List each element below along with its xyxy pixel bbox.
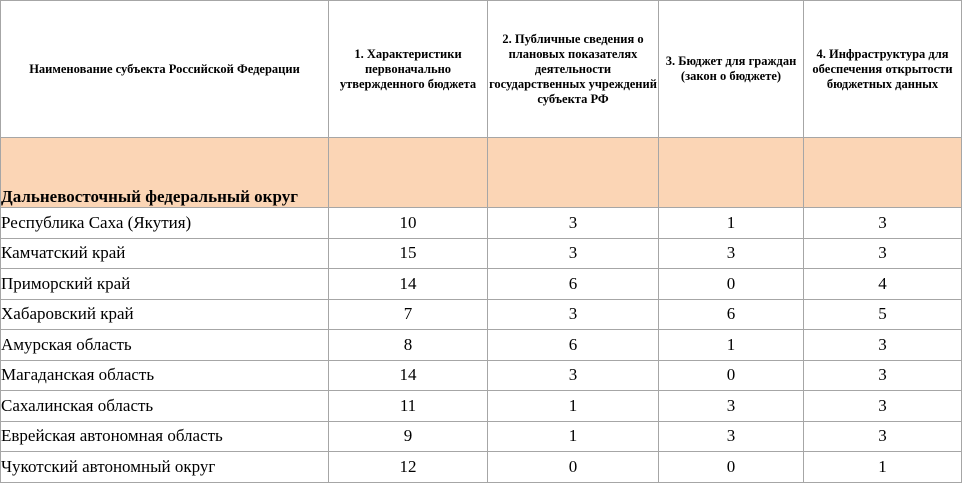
header-public-info-institutions: 2. Публичные сведения о плановых показателях деятельности государственных учреждений субъекта РФ	[488, 1, 659, 138]
district-cell	[488, 138, 659, 208]
header-row	[1, 1, 962, 138]
budget-for-citizens-cell: 3	[659, 238, 804, 269]
table-row	[1, 421, 962, 452]
subject-name-cell: Приморский край	[1, 269, 329, 300]
budget-for-citizens-cell: 1	[659, 208, 804, 239]
district-row	[1, 138, 962, 208]
open-data-infrastructure-cell: 5	[804, 299, 962, 330]
table-row	[1, 360, 962, 391]
table-row	[1, 330, 962, 361]
public-info-cell: 3	[488, 299, 659, 330]
open-data-infrastructure-cell: 3	[804, 330, 962, 361]
budget-characteristics-cell: 15	[329, 238, 488, 269]
open-data-infrastructure-cell: 1	[804, 452, 962, 483]
table-row	[1, 208, 962, 239]
budget-characteristics-cell: 10	[329, 208, 488, 239]
district-cell	[804, 138, 962, 208]
public-info-cell: 3	[488, 208, 659, 239]
subject-name-cell: Республика Саха (Якутия)	[1, 208, 329, 239]
public-info-cell: 0	[488, 452, 659, 483]
public-info-cell: 6	[488, 269, 659, 300]
subject-name-cell: Еврейская автономная область	[1, 421, 329, 452]
open-data-infrastructure-cell: 3	[804, 208, 962, 239]
subject-name-cell: Магаданская область	[1, 360, 329, 391]
budget-for-citizens-cell: 0	[659, 452, 804, 483]
table-row	[1, 269, 962, 300]
header-budget-for-citizens: 3. Бюджет для граждан (закон о бюджете)	[659, 1, 804, 138]
subject-name-cell: Камчатский край	[1, 238, 329, 269]
open-data-infrastructure-cell: 3	[804, 360, 962, 391]
header-subject-name: Наименование субъекта Российской Федерации	[1, 1, 329, 138]
subject-name-cell: Сахалинская область	[1, 391, 329, 422]
table-row	[1, 299, 962, 330]
budget-characteristics-cell: 14	[329, 360, 488, 391]
subject-name-cell: Амурская область	[1, 330, 329, 361]
budget-characteristics-cell: 7	[329, 299, 488, 330]
budget-for-citizens-cell: 0	[659, 360, 804, 391]
budget-for-citizens-cell: 6	[659, 299, 804, 330]
header-open-data-infrastructure: 4. Инфраструктура для обеспечения открытости бюджетных данных	[804, 1, 962, 138]
district-name: Дальневосточный федеральный округ	[1, 138, 329, 208]
open-data-infrastructure-cell: 3	[804, 421, 962, 452]
budget-for-citizens-cell: 3	[659, 421, 804, 452]
open-data-infrastructure-cell: 3	[804, 238, 962, 269]
table-row	[1, 391, 962, 422]
header-budget-characteristics: 1. Характеристики первоначально утвержденного бюджета	[329, 1, 488, 138]
budget-characteristics-cell: 14	[329, 269, 488, 300]
subject-name-cell: Чукотский автономный округ	[1, 452, 329, 483]
table-row	[1, 238, 962, 269]
open-data-infrastructure-cell: 3	[804, 391, 962, 422]
budget-for-citizens-cell: 0	[659, 269, 804, 300]
subject-name-cell: Хабаровский край	[1, 299, 329, 330]
budget-characteristics-cell: 11	[329, 391, 488, 422]
public-info-cell: 3	[488, 238, 659, 269]
budget-for-citizens-cell: 1	[659, 330, 804, 361]
budget-characteristics-cell: 8	[329, 330, 488, 361]
public-info-cell: 3	[488, 360, 659, 391]
table-row	[1, 452, 962, 483]
budget-characteristics-cell: 12	[329, 452, 488, 483]
public-info-cell: 1	[488, 421, 659, 452]
public-info-cell: 6	[488, 330, 659, 361]
open-data-infrastructure-cell: 4	[804, 269, 962, 300]
district-cell	[329, 138, 488, 208]
budget-characteristics-cell: 9	[329, 421, 488, 452]
budget-for-citizens-cell: 3	[659, 391, 804, 422]
district-cell	[659, 138, 804, 208]
public-info-cell: 1	[488, 391, 659, 422]
